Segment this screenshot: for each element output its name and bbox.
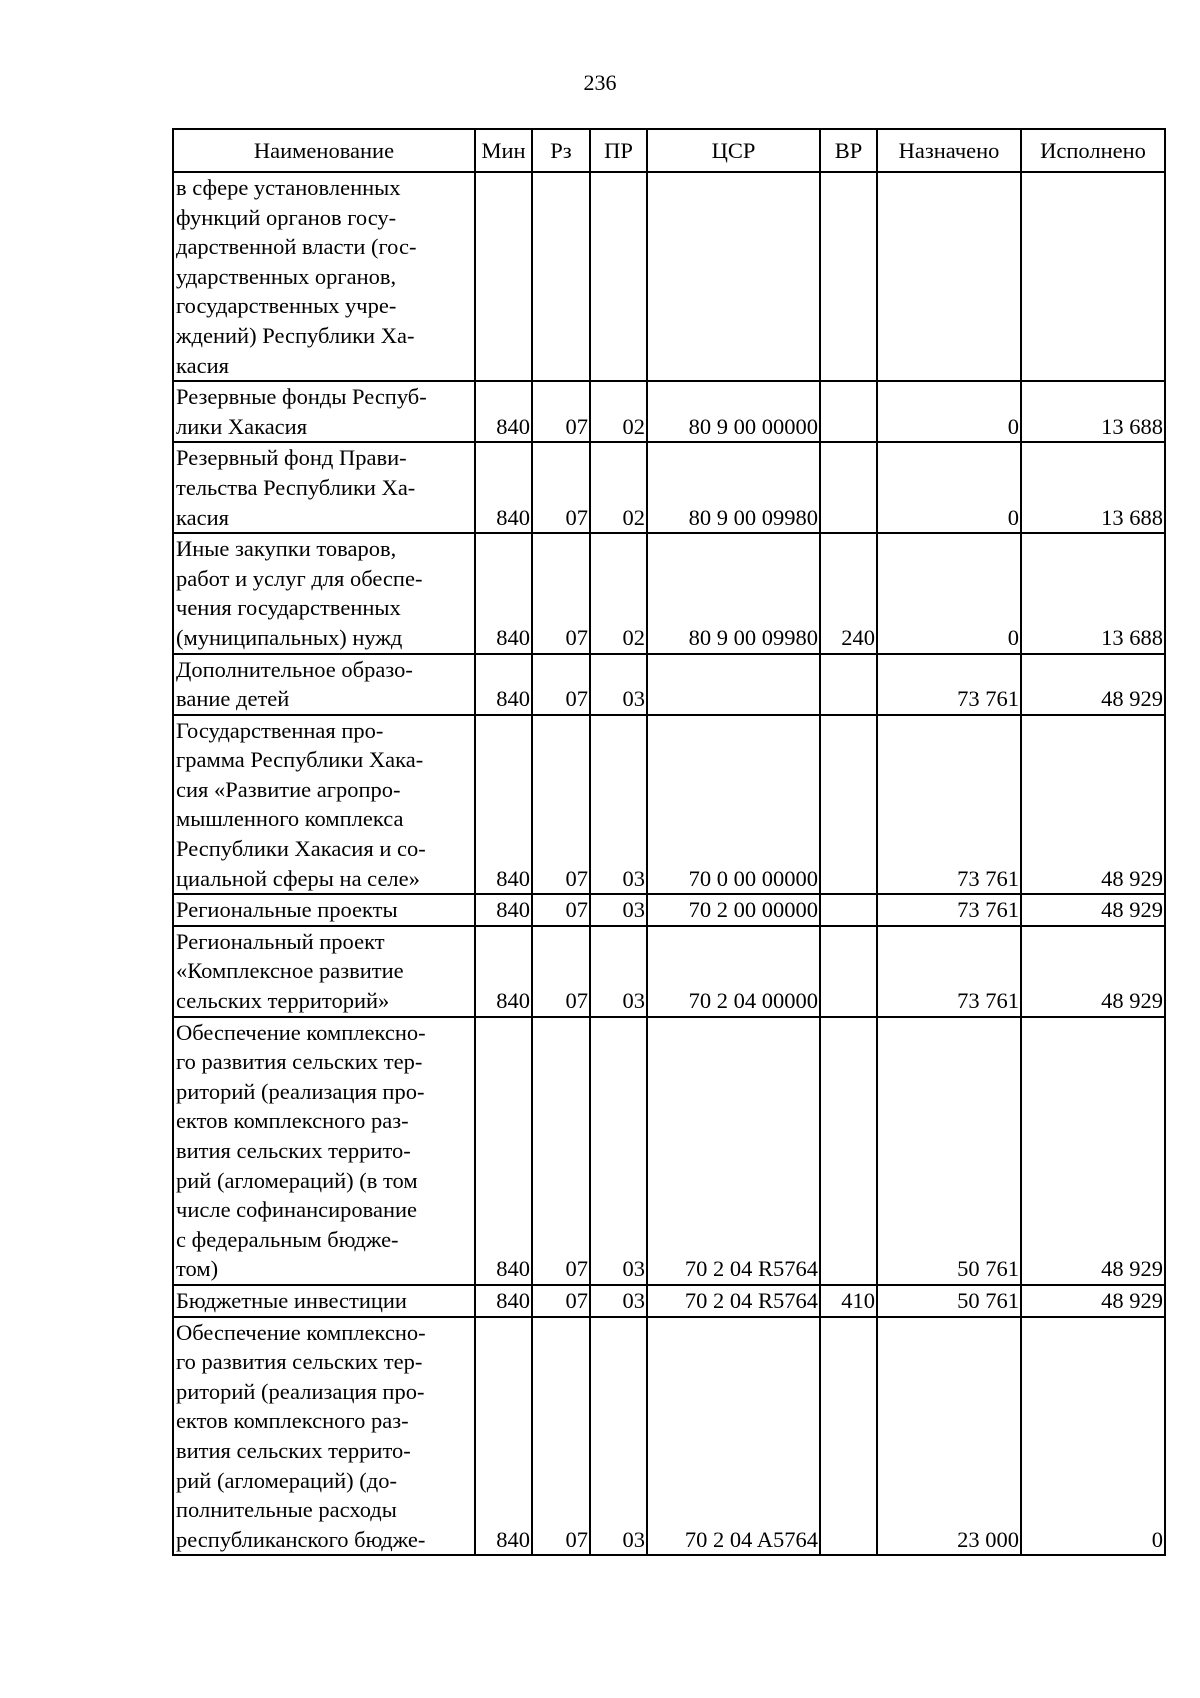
cell-pr: 02 (590, 442, 647, 533)
cell-rz: 07 (532, 894, 590, 926)
cell-naznacheno: 73 761 (877, 715, 1021, 895)
cell-name (173, 1285, 475, 1317)
cell-naznacheno: 0 (877, 533, 1021, 653)
cell-rz: 07 (532, 1317, 590, 1556)
name-line: работ и услуг для обеспе- (176, 565, 423, 591)
table-row (173, 533, 1165, 653)
name-line: государственных учре- (176, 293, 397, 319)
cell-min: 840 (475, 654, 532, 715)
name-line: сельских территорий» (176, 988, 390, 1014)
cell-rz: 07 (532, 715, 590, 895)
name-line: циальной сферы на селе» (176, 865, 420, 891)
cell-naznacheno: 73 761 (877, 926, 1021, 1017)
budget-table (172, 128, 1166, 1556)
name-line: вание детей (176, 686, 290, 712)
cell-rz: 07 (532, 442, 590, 533)
name-line: республиканского бюдже- (176, 1526, 426, 1552)
cell-ispolneno (1021, 172, 1165, 381)
table-row (173, 715, 1165, 895)
name-line: го развития сельских тер- (176, 1349, 423, 1375)
name-line: Дополнительное образо- (176, 656, 413, 682)
header-naznacheno: Назначено (877, 129, 1021, 172)
name-line: вития сельских террито- (176, 1437, 411, 1463)
name-line: чения государственных (176, 595, 401, 621)
name-line: полнительные расходы (176, 1497, 397, 1523)
cell-naznacheno: 23 000 (877, 1317, 1021, 1556)
cell-min: 840 (475, 926, 532, 1017)
cell-min: 840 (475, 533, 532, 653)
cell-vr (820, 715, 877, 895)
cell-pr: 03 (590, 654, 647, 715)
cell-pr: 03 (590, 1317, 647, 1556)
cell-name (173, 894, 475, 926)
name-line: Региональный проект (176, 928, 385, 954)
header-csr: ЦСР (647, 129, 820, 172)
cell-pr: 02 (590, 381, 647, 442)
name-line: Резервный фонд Прави- (176, 445, 407, 471)
name-line: ектов комплексного раз- (176, 1408, 409, 1434)
name-line: риторий (реализация про- (176, 1078, 425, 1104)
table-body (173, 172, 1165, 1555)
name-line: рий (агломераций) (до- (176, 1467, 397, 1493)
cell-ispolneno: 48 929 (1021, 894, 1165, 926)
cell-name (173, 654, 475, 715)
cell-ispolneno: 48 929 (1021, 654, 1165, 715)
cell-csr: 80 9 00 09980 (647, 533, 820, 653)
cell-rz: 07 (532, 926, 590, 1017)
table-row (173, 1017, 1165, 1285)
cell-vr (820, 894, 877, 926)
cell-naznacheno: 0 (877, 442, 1021, 533)
cell-pr: 03 (590, 1017, 647, 1285)
cell-csr: 70 2 04 A5764 (647, 1317, 820, 1556)
name-line: Иные закупки товаров, (176, 536, 397, 562)
cell-csr: 70 2 04 R5764 (647, 1017, 820, 1285)
cell-naznacheno (877, 172, 1021, 381)
cell-csr: 70 0 00 00000 (647, 715, 820, 895)
name-line: в сфере установленных (176, 175, 401, 200)
cell-csr (647, 172, 820, 381)
name-line: тельства Республики Ха- (176, 474, 416, 500)
cell-name (173, 533, 475, 653)
table-row (173, 1285, 1165, 1317)
name-line: риторий (реализация про- (176, 1378, 425, 1404)
cell-naznacheno: 73 761 (877, 654, 1021, 715)
name-line: лики Хакасия (176, 413, 308, 439)
name-line: Республики Хакасия и со- (176, 836, 426, 862)
cell-ispolneno: 13 688 (1021, 442, 1165, 533)
cell-min: 840 (475, 442, 532, 533)
cell-pr: 03 (590, 715, 647, 895)
cell-min: 840 (475, 1317, 532, 1556)
name-line: числе софинансирование (176, 1197, 418, 1223)
cell-rz: 07 (532, 533, 590, 653)
cell-vr (820, 926, 877, 1017)
cell-vr: 240 (820, 533, 877, 653)
cell-pr: 02 (590, 533, 647, 653)
name-line: ждений) Республики Ха- (176, 322, 415, 348)
cell-vr (820, 172, 877, 381)
name-line: функций органов госу- (176, 204, 397, 230)
name-line: сия «Развитие агропро- (176, 776, 401, 802)
header-ispolneno: Исполнено (1021, 129, 1165, 172)
cell-naznacheno: 0 (877, 381, 1021, 442)
cell-vr (820, 381, 877, 442)
cell-vr (820, 442, 877, 533)
cell-pr: 03 (590, 1285, 647, 1317)
cell-vr (820, 1317, 877, 1556)
name-line: «Комплексное развитие (176, 958, 404, 984)
cell-naznacheno: 50 761 (877, 1017, 1021, 1285)
cell-csr: 70 2 04 R5764 (647, 1285, 820, 1317)
cell-rz: 07 (532, 1017, 590, 1285)
cell-csr: 80 9 00 09980 (647, 442, 820, 533)
cell-pr (590, 172, 647, 381)
header-vr: ВР (820, 129, 877, 172)
cell-ispolneno: 13 688 (1021, 533, 1165, 653)
cell-rz: 07 (532, 381, 590, 442)
cell-csr: 70 2 04 00000 (647, 926, 820, 1017)
name-line: касия (176, 352, 229, 378)
name-line: (муниципальных) нужд (176, 624, 403, 650)
cell-min: 840 (475, 381, 532, 442)
page-number: 236 (583, 70, 617, 95)
table-row (173, 654, 1165, 715)
header-name: Наименование (173, 129, 475, 172)
cell-vr (820, 654, 877, 715)
header-min: Мин (475, 129, 532, 172)
cell-vr (820, 1017, 877, 1285)
name-line: мышленного комплекса (176, 806, 404, 832)
name-line: Региональные проекты (176, 897, 398, 923)
cell-naznacheno: 50 761 (877, 1285, 1021, 1317)
cell-rz: 07 (532, 1285, 590, 1317)
cell-ispolneno: 0 (1021, 1317, 1165, 1556)
table-row (173, 1317, 1165, 1556)
name-line: рий (агломераций) (в том (176, 1167, 418, 1193)
cell-csr (647, 654, 820, 715)
cell-vr: 410 (820, 1285, 877, 1317)
table-row (173, 894, 1165, 926)
cell-rz (532, 172, 590, 381)
header-pr: ПР (590, 129, 647, 172)
cell-ispolneno: 48 929 (1021, 1285, 1165, 1317)
name-line: ударственных органов, (176, 263, 397, 289)
name-line: Резервные фонды Респуб- (176, 384, 427, 410)
header-rz: Рз (532, 129, 590, 172)
cell-min: 840 (475, 1017, 532, 1285)
table-row (173, 926, 1165, 1017)
name-line: Обеспечение комплексно- (176, 1319, 426, 1345)
cell-name (173, 442, 475, 533)
name-line: ектов комплексного раз- (176, 1108, 409, 1134)
cell-csr: 80 9 00 00000 (647, 381, 820, 442)
name-line: дарственной власти (гос- (176, 234, 417, 260)
cell-naznacheno: 73 761 (877, 894, 1021, 926)
name-line: Обеспечение комплексно- (176, 1019, 426, 1045)
cell-name (173, 926, 475, 1017)
cell-ispolneno: 48 929 (1021, 926, 1165, 1017)
cell-ispolneno: 48 929 (1021, 1017, 1165, 1285)
cell-csr: 70 2 00 00000 (647, 894, 820, 926)
name-line: с федеральным бюдже- (176, 1226, 399, 1252)
cell-pr: 03 (590, 894, 647, 926)
cell-name (173, 1317, 475, 1556)
name-line: Бюджетные инвестиции (176, 1287, 407, 1313)
table-header-row (173, 129, 1165, 172)
cell-ispolneno: 13 688 (1021, 381, 1165, 442)
cell-name (173, 715, 475, 895)
cell-ispolneno: 48 929 (1021, 715, 1165, 895)
cell-min: 840 (475, 894, 532, 926)
cell-rz: 07 (532, 654, 590, 715)
cell-pr: 03 (590, 926, 647, 1017)
cell-name (173, 1017, 475, 1285)
cell-min: 840 (475, 715, 532, 895)
name-line: том) (176, 1256, 219, 1282)
table-row (173, 442, 1165, 533)
name-line: грамма Республики Хака- (176, 747, 424, 773)
cell-name (173, 172, 475, 381)
table-row (173, 381, 1165, 442)
table-row (173, 172, 1165, 381)
name-line: касия (176, 504, 229, 530)
cell-min (475, 172, 532, 381)
name-line: вития сельских террито- (176, 1138, 411, 1163)
cell-name (173, 381, 475, 442)
cell-min: 840 (475, 1285, 532, 1317)
name-line: Государственная про- (176, 717, 384, 743)
name-line: го развития сельских тер- (176, 1049, 423, 1075)
